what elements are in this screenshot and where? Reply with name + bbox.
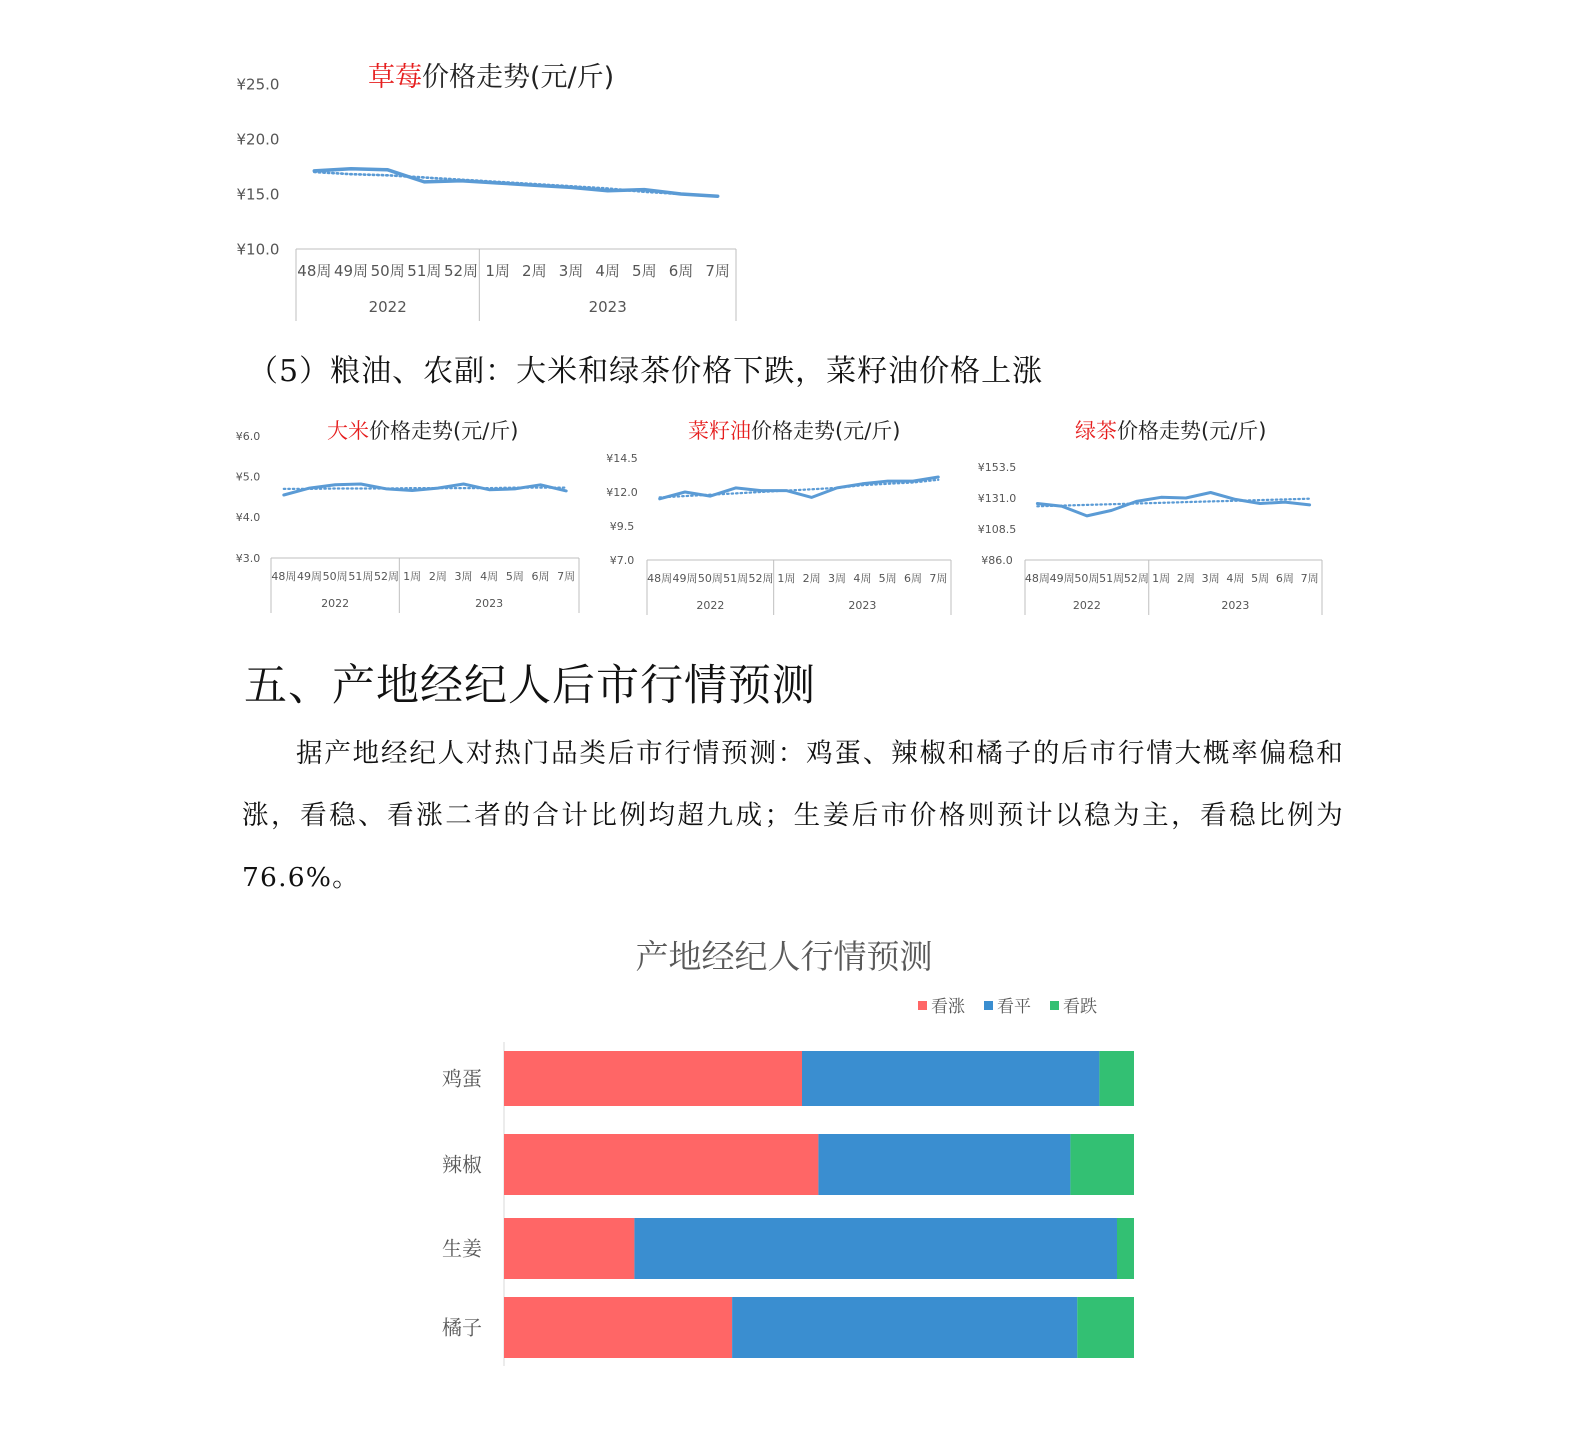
y-tick-label: ¥108.5 <box>977 522 1017 536</box>
x-tick-label: 1周 <box>485 262 510 280</box>
x-tick-label: 1周 <box>403 570 422 583</box>
x-tick-label: 2周 <box>802 572 821 585</box>
x-tick-label: 52周 <box>443 262 479 280</box>
legend-label: 看涨 <box>931 997 965 1017</box>
group-label: 2023 <box>848 599 877 612</box>
legend-swatch <box>1050 1001 1059 1010</box>
greentea-chart-svg <box>977 410 1340 615</box>
forecast-chart-title: 产地经纪人行情预测 <box>635 937 933 976</box>
category-label: 橘子 <box>442 1315 482 1340</box>
y-tick-label: ¥131.0 <box>977 491 1017 505</box>
x-tick-label: 49周 <box>297 570 322 583</box>
rice-chart-svg <box>232 410 592 615</box>
x-tick-label: 51周 <box>407 262 442 280</box>
x-tick-label: 2周 <box>1176 572 1195 585</box>
rapeseed-chart-svg <box>606 410 966 615</box>
chart-title-highlight: 绿茶 <box>1075 419 1117 443</box>
x-tick-label: 4周 <box>853 572 872 585</box>
group-label: 2023 <box>475 597 504 610</box>
forecast-paragraph: 据产地经纪人对热门品类后市行情预测：鸡蛋、辣椒和橘子的后市行情大概率偏稳和涨，看稳、看涨二者的合计比例均超九成；生姜后市价格则预计以稳为主，看稳比例为76.6%。 <box>242 738 1344 893</box>
rapeseed-oil-price-chart <box>606 410 966 615</box>
x-tick-label: 6周 <box>668 262 694 280</box>
chart-title-highlight: 草莓 <box>368 62 422 93</box>
x-tick-label: 4周 <box>480 570 499 583</box>
x-tick-label: 7周 <box>929 572 948 585</box>
bar-segment <box>634 1218 1117 1279</box>
trend-line <box>284 488 566 489</box>
x-tick-label: 1周 <box>777 572 796 585</box>
category-label: 辣椒 <box>442 1152 482 1177</box>
x-tick-label: 49周 <box>1049 572 1075 585</box>
x-tick-label: 1周 <box>1152 572 1171 585</box>
bar-segment <box>504 1297 732 1358</box>
y-tick-label: ¥12.0 <box>606 485 638 499</box>
bar-segment <box>802 1051 1099 1106</box>
x-tick-label: 48周 <box>271 570 297 583</box>
group-label: 2022 <box>1072 599 1101 612</box>
y-tick-label: ¥9.5 <box>609 519 635 533</box>
x-tick-label: 4周 <box>1226 572 1245 585</box>
x-tick-label: 51周 <box>1099 572 1125 585</box>
y-tick-label: ¥3.0 <box>235 551 261 565</box>
section-subheading: （5）粮油、农副：大米和绿茶价格下跌，菜籽油价格上涨 <box>248 354 1044 389</box>
chart-title-highlight: 菜籽油 <box>688 419 751 443</box>
x-tick-label: 4周 <box>595 262 620 280</box>
legend-label: 看跌 <box>1063 997 1097 1017</box>
chart-title-rest: 价格走势(元/斤) <box>422 62 615 93</box>
rice-price-chart <box>232 410 592 615</box>
y-tick-label: ¥6.0 <box>235 429 261 443</box>
y-tick-label: ¥25.0 <box>236 75 280 94</box>
x-tick-label: 50周 <box>322 570 348 583</box>
bar-segment <box>504 1218 634 1279</box>
x-tick-label: 49周 <box>333 262 369 280</box>
x-tick-label: 5周 <box>632 262 657 280</box>
x-tick-label: 7周 <box>557 570 576 583</box>
x-tick-label: 3周 <box>558 262 584 280</box>
strawberry-chart-svg <box>236 52 746 327</box>
strawberry-price-chart <box>236 52 746 327</box>
bar-segment <box>1117 1218 1134 1279</box>
bar-segment <box>504 1051 802 1106</box>
x-tick-label: 5周 <box>1251 572 1270 585</box>
x-tick-label: 52周 <box>1123 572 1149 585</box>
y-tick-label: ¥4.0 <box>235 511 261 525</box>
x-tick-label: 2周 <box>428 570 447 583</box>
bar-segment <box>504 1134 818 1195</box>
group-label: 2022 <box>368 298 407 316</box>
x-tick-label: 48周 <box>1024 572 1050 585</box>
x-tick-label: 49周 <box>672 572 698 585</box>
x-tick-label: 6周 <box>904 572 922 585</box>
bar-segment <box>1099 1051 1134 1106</box>
x-tick-label: 50周 <box>697 572 723 585</box>
chart-title-highlight: 大米 <box>327 419 369 443</box>
legend-swatch <box>918 1001 927 1010</box>
y-tick-label: ¥7.0 <box>609 553 635 567</box>
forecast-stacked-bar-chart <box>420 920 1180 1380</box>
y-tick-label: ¥5.0 <box>235 470 261 484</box>
legend-swatch <box>984 1001 993 1010</box>
x-tick-label: 7周 <box>705 262 730 280</box>
x-tick-label: 5周 <box>878 572 897 585</box>
bar-segment <box>818 1134 1070 1195</box>
category-label: 生姜 <box>442 1236 482 1261</box>
x-tick-label: 3周 <box>454 570 473 583</box>
group-label: 2023 <box>588 298 627 316</box>
x-tick-label: 3周 <box>1201 572 1220 585</box>
x-tick-label: 50周 <box>1074 572 1100 585</box>
x-tick-label: 52周 <box>748 572 774 585</box>
x-tick-label: 2周 <box>522 262 547 280</box>
group-label: 2022 <box>696 599 725 612</box>
section-title: 五、产地经纪人后市行情预测 <box>244 661 816 711</box>
x-tick-label: 51周 <box>723 572 749 585</box>
forecast-chart-svg <box>420 920 1180 1380</box>
x-tick-label: 6周 <box>531 570 550 583</box>
bar-segment <box>1070 1134 1134 1195</box>
x-tick-label: 3周 <box>828 572 846 585</box>
chart-title <box>368 62 614 93</box>
bar-segment <box>732 1297 1077 1358</box>
group-label: 2022 <box>321 597 350 610</box>
x-tick-label: 51周 <box>348 570 374 583</box>
y-tick-label: ¥20.0 <box>236 130 280 149</box>
green-tea-price-chart <box>977 410 1340 615</box>
x-tick-label: 50周 <box>370 262 405 280</box>
y-tick-label: ¥15.0 <box>236 185 280 204</box>
y-tick-label: ¥153.5 <box>977 460 1017 474</box>
y-tick-label: ¥10.0 <box>236 240 280 259</box>
x-tick-label: 48周 <box>647 572 673 585</box>
chart-title-rest: 价格走势(元/斤) <box>751 419 901 443</box>
x-tick-label: 7周 <box>1300 572 1319 585</box>
chart-title <box>1075 419 1266 443</box>
x-tick-label: 6周 <box>1275 572 1294 585</box>
x-tick-label: 52周 <box>374 570 399 583</box>
y-tick-label: ¥14.5 <box>606 451 638 465</box>
chart-title <box>327 419 518 443</box>
x-tick-label: 48周 <box>297 262 332 280</box>
legend-label: 看平 <box>997 997 1031 1017</box>
x-tick-label: 5周 <box>505 570 524 583</box>
group-label: 2023 <box>1221 599 1250 612</box>
chart-title <box>688 419 900 443</box>
bar-segment <box>1077 1297 1134 1358</box>
category-label: 鸡蛋 <box>442 1066 482 1091</box>
trend-line <box>314 172 717 196</box>
chart-title-rest: 价格走势(元/斤) <box>1117 419 1267 443</box>
chart-title-rest: 价格走势(元/斤) <box>369 419 519 443</box>
y-tick-label: ¥86.0 <box>981 553 1013 567</box>
